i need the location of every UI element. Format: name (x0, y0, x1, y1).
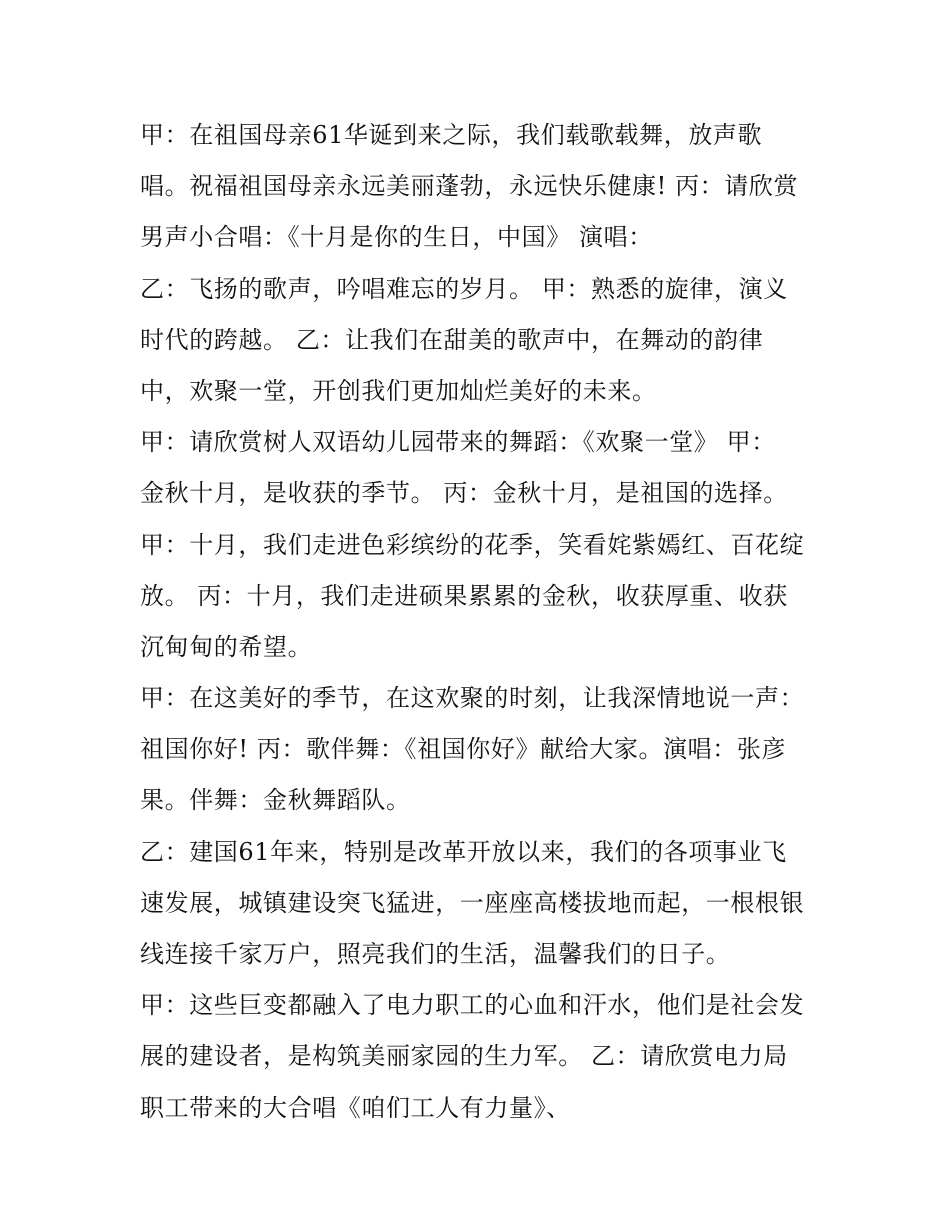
text-line: 时代的跨越。 乙：让我们在甜美的歌声中，在舞动的韵律 (140, 325, 764, 354)
text-line: 乙：飞扬的歌声，吟唱难忘的岁月。 甲：熟悉的旋律，演义 (140, 274, 788, 303)
text-line: 唱。祝福祖国母亲永远美丽蓬勃，永远快乐健康! 丙：请欣赏 (140, 172, 799, 201)
text-line: 乙：建国61年来，特别是改革开放以来，我们的各项事业飞 (140, 837, 787, 866)
text-line: 速发展，城镇建设突飞猛进，一座座高楼拔地而起，一根根银 (140, 888, 805, 917)
text-line: 甲：这些巨变都融入了电力职工的心血和汗水，他们是社会发 (140, 991, 805, 1020)
text-line: 果。伴舞：金秋舞蹈队。 (140, 786, 411, 815)
text-line: 沉甸甸的希望。 (140, 632, 313, 661)
text-line: 甲：请欣赏树人双语幼儿园带来的舞蹈：《欢聚一堂》 甲： (140, 428, 776, 457)
text-line: 金秋十月，是收获的季节。 丙：金秋十月，是祖国的选择。 (140, 479, 788, 508)
text-line: 甲：在这美好的季节，在这欢聚的时刻，让我深情地说一声： (140, 684, 805, 713)
text-line: 甲：在祖国母亲61华诞到来之际，我们载歌载舞，放声歌 (140, 121, 763, 149)
text-line: 线连接千家万户，照亮我们的生活，温馨我们的日子。 (140, 940, 731, 968)
text-line: 展的建设者，是构筑美丽家园的生力军。 乙：请欣赏电力局 (140, 1042, 788, 1071)
text-line: 甲：十月，我们走进色彩缤纷的花季，笑看姹紫嫣红、百花绽 (140, 530, 805, 559)
text-line: 男声小合唱：《十月是你的生日，中国》 演唱： (140, 223, 653, 252)
text-line: 职工带来的大合唱《咱们工人有力量》、 (140, 1093, 571, 1122)
text-line: 放。 丙：十月，我们走进硕果累累的金秋，收获厚重、收获 (140, 581, 788, 610)
document-body (140, 110, 830, 1134)
text-line: 祖国你好! 丙：歌伴舞：《祖国你好》献给大家。演唱：张彦 (140, 735, 787, 764)
text-line: 中，欢聚一堂，开创我们更加灿烂美好的未来。 (140, 376, 657, 405)
